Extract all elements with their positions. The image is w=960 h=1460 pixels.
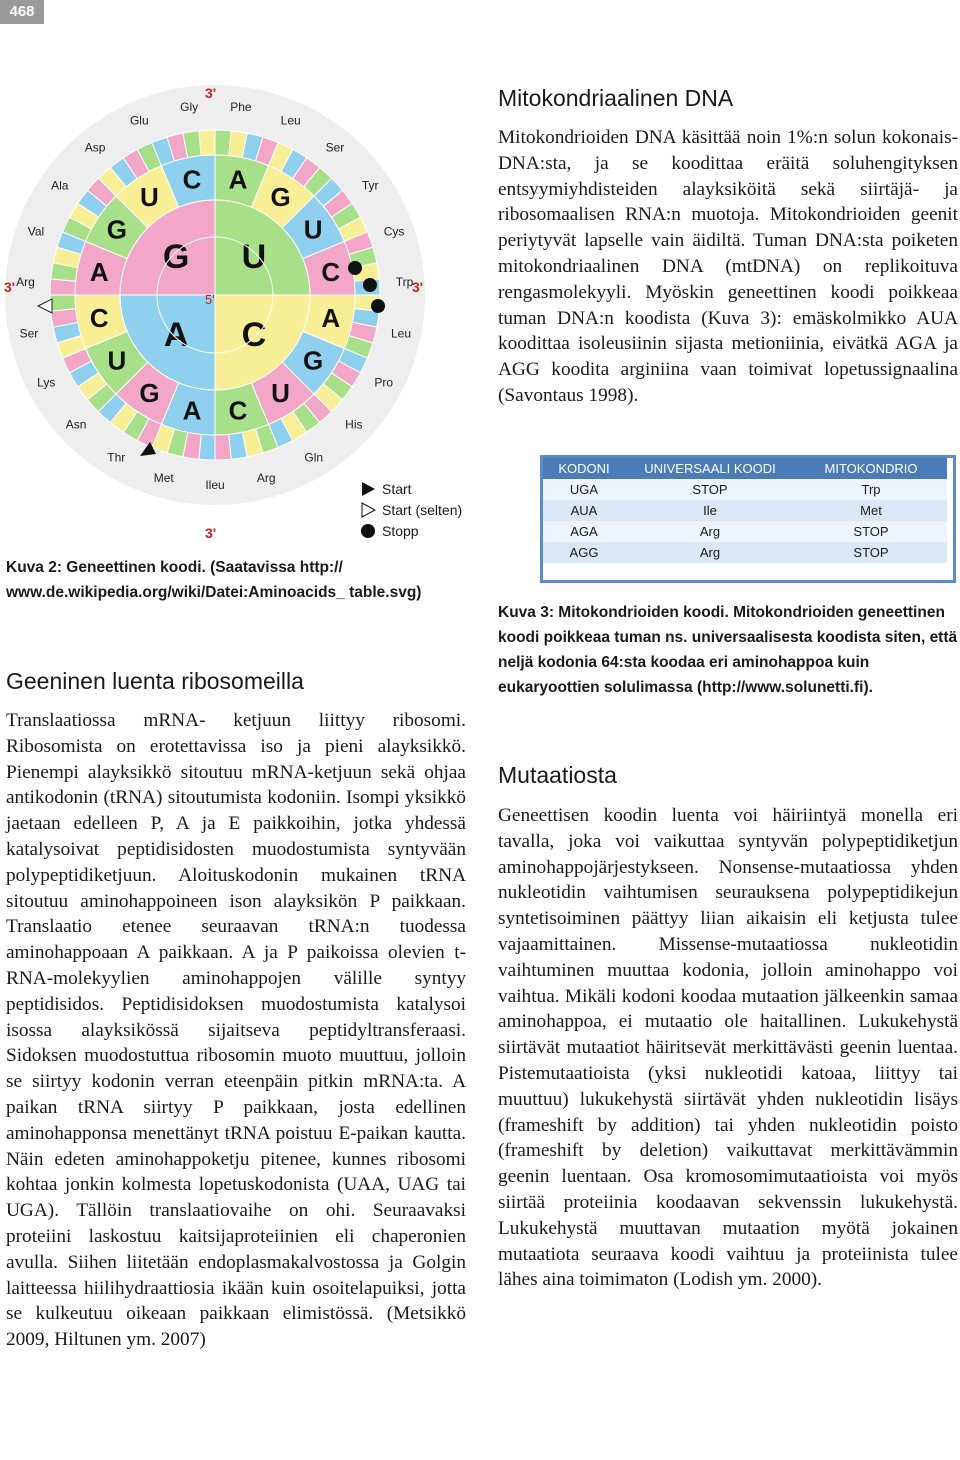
wheel-base-letter: G — [139, 378, 160, 409]
wheel-base-letter: A — [321, 303, 341, 334]
mutation-heading: Mutaatiosta — [498, 762, 617, 788]
wheel-base-letter: G — [302, 345, 324, 376]
left-three-prime-label: 3' — [4, 279, 16, 295]
amino-acid-label: Trp — [395, 275, 414, 290]
amino-acid-label: Asn — [65, 417, 87, 432]
wheel-first-base: C — [241, 315, 267, 354]
translation-heading: Geeninen luenta ribosomeilla — [6, 668, 304, 694]
amino-acid-label: Lys — [37, 375, 56, 390]
table-row — [543, 479, 947, 500]
amino-acid-label: Ser — [19, 326, 39, 341]
mito-text: Mitokondrioiden DNA käsittää noin 1%:n solun kokonais-DNA:sta, ja se koodittaa eräitä soluhengityksen entsyymiyhdisteiden alayksiköitä sekä siirtäjä- ja ribosomaalisen RNA:n muotoja. Mitokondrioiden geenit periytyvät lapselle vain äidiltä. Tuman DNA:sta poiketen mitokondriaalinen DNA (mtDNA) on replikoituva rengasmolekyyli. Myöskin geneettinen koodi poikkeaa tuman DNA:n koodista (Kuva 3): emäskolmikko AUA koodittaa isoleusiinin sijasta metioniinia, eivätkä AGA ja AGG koodita arginiina vaan toimivat lopetussignaalina (Savontaus 1998). — [498, 127, 958, 406]
amino-acid-label: Gly — [180, 99, 199, 114]
amino-acid-label: Ser — [325, 140, 345, 155]
genetic-code-wheel — [0, 80, 470, 545]
amino-acid-label: Leu — [391, 326, 412, 341]
wheel-base-letter: U — [271, 378, 290, 409]
amino-acid-label: Arg — [16, 275, 35, 290]
table-cell: Met — [795, 500, 947, 521]
table-cell: AGG — [543, 542, 625, 563]
wheel-first-base: G — [162, 238, 190, 277]
amino-acid-label: Cys — [383, 224, 405, 239]
mutation-text: Geneettisen koodin luenta voi häiriintyä monella eri tavalla, joka voi vaikuttaa syntyvän polypeptidiketjun aminohappojärjestykseen. Nonsense-mutaatiossa yhden nukleotidin vaihtumisen seurauksena polypeptidikejun syntetisoiminen päättyy liian aikaisin eli ketjusta tulee vajaamittainen. Missense-mutaatiossa nukleotidin vaihtuminen muuttaa kodonia, jolloin aminohappo voi vaihtua. Mikäli kodoni koodaa mutaation jälkeenkin samaa aminohappoa, ei mutaatio ole haitallinen. Lukukehystä siirtävät mutaatiot häiritsevät merkittävästi geenin luentaa. Pistemutaatioista (yksi nukleotidi katoaa, liittyy tai muuttuu) lukukehystä siirtävät yhden nukleotidin lisäys (frameshift by addition) tai yhden nukleotidin poisto (frameshift by deletion) vaikuttavat merkittävämmin geenin luentaan. Osa kromosomimutaatioista voi myös siirtää proteiinia koodaavan sekvenssin lukukehystä. Lukukehystä muuttavan mutaation myötä jokainen mutaatiota seuraava koodi vaihtuu ja proteiinista tulee lähes aina toimimaton (Lodish ym. 2000). — [498, 805, 958, 1291]
amino-acid-label: Phe — [230, 99, 252, 114]
wheel-base-letter: C — [182, 164, 202, 195]
legend-start-rare: Start (selten) — [382, 501, 463, 518]
stop-marker — [363, 278, 377, 292]
start-triangle-icon — [360, 481, 376, 497]
table-header: MITOKONDRIO — [795, 458, 947, 479]
wheel-base-letter: C — [89, 303, 109, 334]
amino-acid-label: Thr — [107, 450, 126, 465]
amino-acid-label: Ileu — [205, 478, 225, 492]
amino-acid-label: Val — [27, 224, 45, 239]
wheel-first-base: A — [163, 315, 189, 354]
stop-circle-icon — [360, 523, 376, 539]
stop-marker — [371, 299, 385, 313]
amino-acid-label: Tyr — [361, 178, 379, 193]
amino-acid-label: Gln — [304, 450, 324, 465]
table-cell: STOP — [795, 521, 947, 542]
wheel-base-letter: U — [303, 214, 323, 245]
wheel-base-letter: G — [106, 214, 128, 245]
table-header: UNIVERSAALI KOODI — [625, 458, 795, 479]
amino-acid-label: Ala — [51, 178, 69, 193]
table-cell: AUA — [543, 500, 625, 521]
wheel-base-letter: C — [321, 256, 341, 287]
wheel-base-letter: A — [89, 256, 109, 287]
wheel-first-base: U — [241, 238, 267, 277]
page-number: 468 — [0, 0, 44, 24]
start-rare-triangle-icon — [360, 502, 376, 518]
wheel-base-letter: C — [228, 395, 248, 426]
wheel-base-letter: G — [270, 181, 291, 212]
table-cell: Ile — [625, 500, 795, 521]
legend-stop: Stopp — [382, 522, 419, 539]
table-row — [543, 500, 947, 521]
amino-acid-label: Met — [153, 470, 174, 485]
translation-text: Translaatiossa mRNA- ketjuun liittyy ribosomi. Ribosomista on erotettavissa iso ja pieni alayksikkö. Pienempi alayksikkö sitoutuu mRNA-ketjuun sekä ohjaa antikodonin (tRNA) sitoutumista kodoniin. Isompi yksikkö jaetaan edelleen P, A ja E paikkoihin, jotka yhdessä katalysoivat peptidisidosten muodostumista syntyvään polypeptidiketjuun. Aloituskodonin mukainen tRNA sitoutuu aminohappoineen ison alayksikön P paikkaan. Translaatio etenee seuraavan tRNA:n tuodessa aminohappoaan A paikkaan. A ja P paikoissa olevien t-RNA-molekyylien aminohappojen välille syntyy peptidisidos. Peptidisidoksen muodostumista katalysoi isossa alayksikössä sijaitseva peptidyltransferaasi. Sidoksen muodostuttua ribosomin muoto muuttuu, jolloin se siirtyy kodonin verran eteenpäin pitkin mRNA:ta. A paikan tRNA siirtyy P paikkaan, josta edellinen aminohapponsa menettänyt tRNA poistuu E-paikan kautta. Näin edeten aminohappoketju pitenee, kunnes ribosomi kohtaa jonkin kolmesta lopetuskodonista (UAA, UAG tai UGA). Tällöin translaatiovaihe on ohi. Seuraavaksi proteiini laskostuu kaitsijaproteiinien eli chaperonien avulla. Siihen liitetään endoplasmakalvostossa ja Golgin laitteessa hiilihydraattiosia ikään kuin osoitelapuiksi, jotta se kulkeutuu oikeaan paikkaan elimistössä. (Metsikkö 2009, Hiltunen ym. 2007) — [6, 710, 466, 1351]
amino-acid-label: Arg — [256, 470, 276, 485]
table-row — [543, 542, 947, 563]
bottom-three-prime-label: 3' — [205, 525, 217, 541]
table-cell: Trp — [795, 479, 947, 500]
amino-acid-label: Asp — [84, 140, 106, 155]
table-cell: Arg — [625, 542, 795, 563]
right-three-prime-label: 3' — [412, 279, 424, 295]
table-cell: UGA — [543, 479, 625, 500]
table-cell: AGA — [543, 521, 625, 542]
table-header: KODONI — [543, 458, 625, 479]
wheel-base-letter: A — [228, 164, 248, 195]
wheel-base-letter: U — [140, 181, 159, 212]
wheel-base-letter: A — [182, 395, 202, 426]
mito-code-table — [543, 458, 947, 563]
table-row — [543, 521, 947, 542]
figure3-caption: Kuva 3: Mitokondrioiden koodi. Mitokondrioiden geneettinen koodi poikkeaa tuman ns. universaalisesta koodista siten, että neljä kodonia 64:sta koodaa eri aminohappoa kuin eukaryoottien solulimassa (http://www.solunetti.fi). — [498, 604, 958, 696]
amino-acid-label: Pro — [374, 375, 394, 390]
top-three-prime-label: 3' — [205, 85, 217, 101]
legend-start: Start — [382, 480, 412, 497]
wheel-legend — [360, 478, 480, 541]
stop-marker — [348, 261, 362, 275]
first-base-ring — [120, 200, 310, 390]
table-cell: STOP — [795, 542, 947, 563]
amino-acid-label: Glu — [129, 113, 149, 128]
figure2-caption: Kuva 2: Geneettinen koodi. (Saatavissa http:// www.de.wikipedia.org/wiki/Datei:Aminoacids_ table.svg) — [6, 559, 422, 601]
mito-heading: Mitokondriaalinen DNA — [498, 85, 734, 111]
table-cell: Arg — [625, 521, 795, 542]
wheel-base-letter: U — [107, 345, 127, 376]
table-cell: STOP — [625, 479, 795, 500]
amino-acid-label: His — [345, 417, 363, 432]
amino-acid-label: Leu — [280, 113, 301, 128]
center-five-prime-label: 5' — [205, 292, 215, 307]
